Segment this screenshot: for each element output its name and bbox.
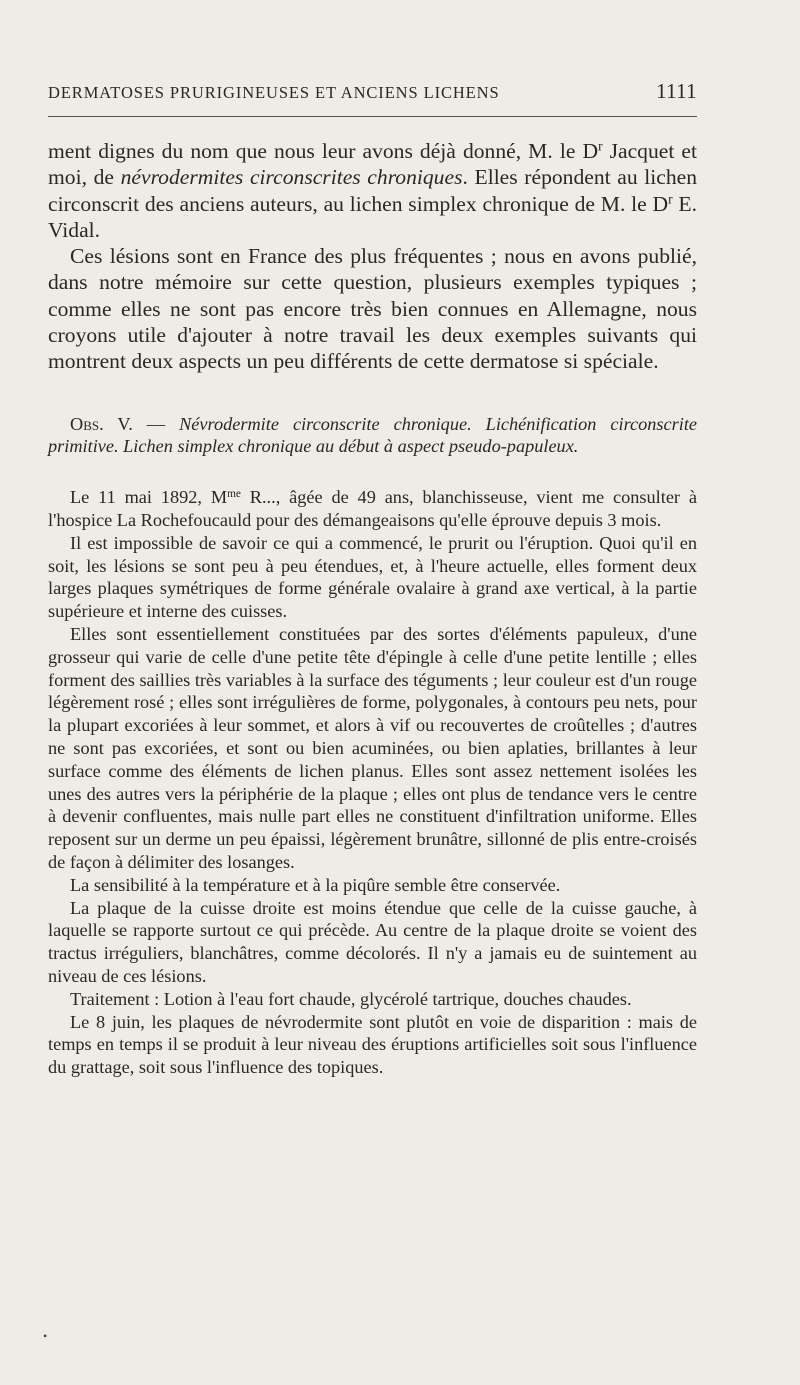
running-header xyxy=(48,79,697,104)
text-run: Jacquet et moi, de xyxy=(48,139,697,190)
observation-dash: — xyxy=(132,413,180,434)
text-run: Le 11 mai 1892, M xyxy=(70,487,228,508)
observation-label: Obs. V. xyxy=(70,413,133,434)
observation-text xyxy=(48,486,697,1079)
paragraph-2: Il est impossible de savoir ce qui a commencé, le prurit ou l'éruption. Quoi qu'il en soit, les lésions se sont peu à peu étendues, et, à l'heure actuelle, elles forment deux larges plaques symétriques de forme générale ovalaire à grand axe vertical, à la partie supérieure et interne des cuisses. xyxy=(48,532,697,622)
paragraph-1 xyxy=(48,486,697,532)
text-run: . Elles répondent au lichen circonscrit des anciens auteurs, au lichen simplex chronique de M. le D xyxy=(48,165,698,216)
italic-term: névrodermites circonscrites chroniques xyxy=(120,165,463,190)
observation-title: Névrodermite circonscrite chronique. Lichénification circonscrite primitive. Lichen simplex chronique au début à aspect pseudo-papuleux. xyxy=(48,413,698,457)
footer-mark: • xyxy=(43,1329,48,1343)
text-run: R..., âgée de 49 ans, blanchisseuse, vient me consulter à l'hospice La Rochefoucauld pour des démangeaisons qu'elle éprouve depuis 3 mois. xyxy=(48,487,697,531)
running-title: DERMATOSES PRURIGINEUSES ET ANCIENS LICHENS xyxy=(48,83,500,102)
intro-paragraph-1 xyxy=(48,138,697,243)
intro-paragraph-2: Ces lésions sont en France des plus fréquentes ; nous en avons publié, dans notre mémoire sur cette question, plusieurs exemples typiques ; comme elles ne sont pas encore très bien connues en Allemagne, nous croyons utile d'ajouter à notre travail les deux exemples suivants qui montrent deux aspects un peu différents de cette dermatose si spéciale. xyxy=(48,244,697,374)
paragraph-5: La plaque de la cuisse droite est moins étendue que celle de la cuisse gauche, à laquelle se rapporte surtout ce qui précède. Au centre de la plaque droite se voient des tractus irréguliers, blanchâtres, comme décolorés. Il n'y a jamais eu de suintement au niveau de ces lésions. xyxy=(48,897,697,986)
intro-section xyxy=(48,138,697,375)
paragraph-7: Le 8 juin, les plaques de névrodermite sont plutôt en voie de disparition : mais de temps en temps il se produit à leur niveau des éruptions artificielles soit sous l'influence du grattage, soit sous l'influence des topiques. xyxy=(48,1011,697,1078)
superscript: r xyxy=(598,138,603,154)
superscript: me xyxy=(227,488,241,501)
superscript: r xyxy=(668,191,673,207)
page-number: 1111 xyxy=(656,79,697,103)
header-rule xyxy=(48,116,697,117)
observation-heading xyxy=(48,413,697,459)
paragraph-6: Traitement : Lotion à l'eau fort chaude, glycérolé tartrique, douches chaudes. xyxy=(70,988,632,1009)
paragraph-3: Elles sont essentiellement constituées par des sortes d'éléments papuleux, d'une grosseur qui varie de celle d'une petite tête d'épingle à celle d'une petite lentille ; elles forment des saillies très variables à la surface des téguments ; leur couleur est d'un rouge légèrement rosé ; elles sont irrégulières de forme, polygonales, à contours peu nets, pour la plupart excoriées à leur sommet, et alors à vif ou recouvertes de croûtelles ; d'autres ne sont pas excoriées, et sont ou bien acuminées, ou bien aplaties, brillantes à leur surface comme des éléments de lichen planus. Elles sont assez nettement isolées les unes des autres vers la périphérie de la plaque ; elles ont plus de tendance vers le centre à devenir confluentes, mais nulle part elles ne constituent d'infiltration uniforme. Elles reposent sur un derme un peu épaissi, légèrement brunâtre, sillonné de plis entre-croisés de façon à délimiter des losanges. xyxy=(48,624,697,873)
paragraph-4: La sensibilité à la température et à la piqûre semble être conservée. xyxy=(70,874,561,895)
page-body xyxy=(48,138,697,1079)
text-run: E. Vidal. xyxy=(48,191,697,242)
text-run: ment dignes du nom que nous leur avons déjà donné, M. le D xyxy=(48,139,599,163)
